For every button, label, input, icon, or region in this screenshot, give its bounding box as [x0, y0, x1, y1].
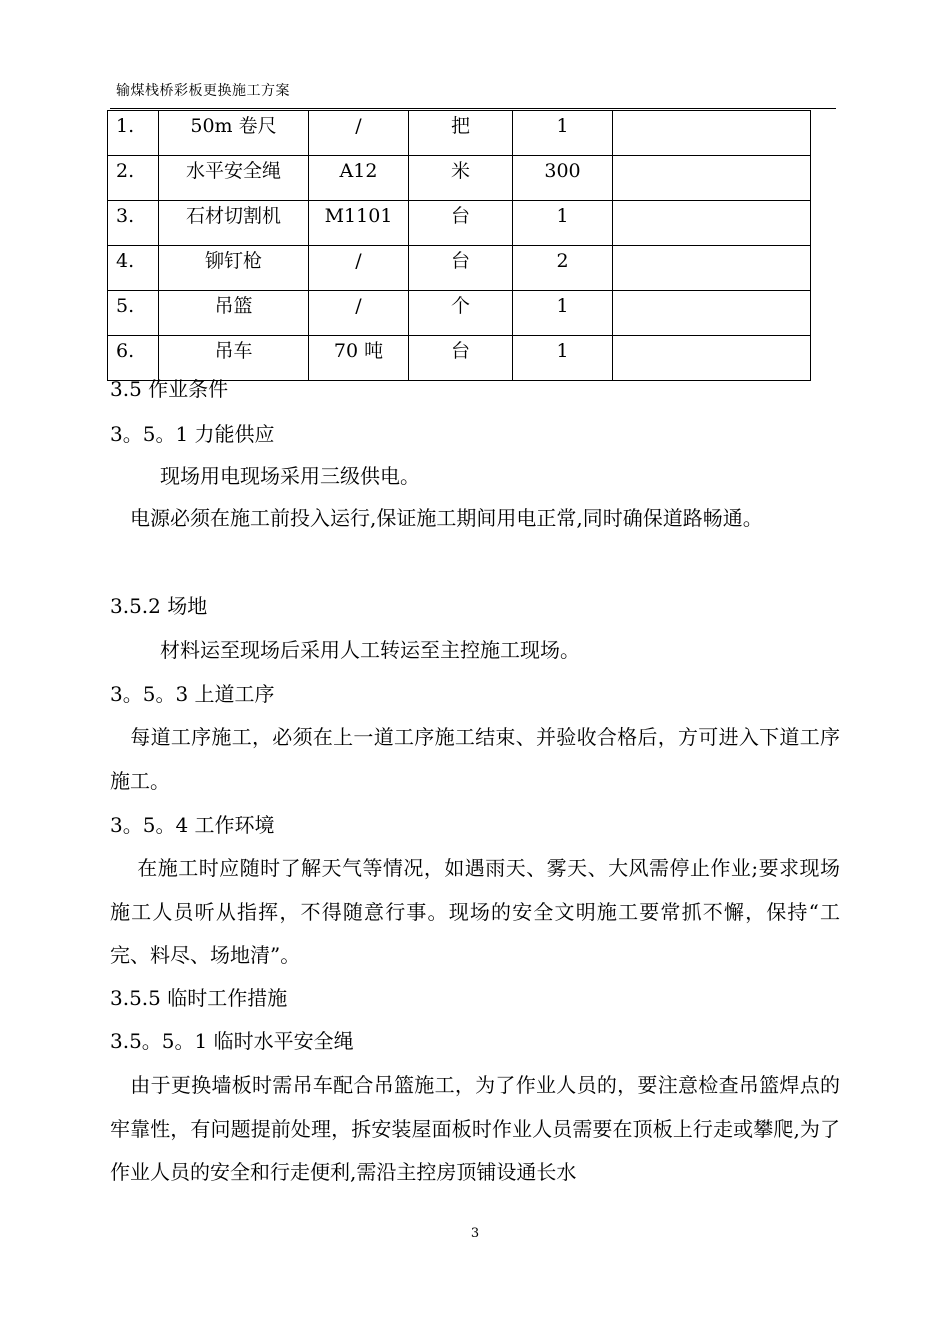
- section-heading-3-5-1: 3。5。1 力能供应: [110, 422, 275, 446]
- cell-number: 5.: [108, 291, 159, 336]
- cell-unit: 把: [409, 111, 513, 156]
- cell-remark: [613, 291, 811, 336]
- paragraph-safety-rope: 由于更换墙板时需吊车配合吊篮施工，为了作业人员的，要注意检查吊篮焊点的牢靠性，有问题提前处理，拆安装屋面板时作业人员需要在顶板上行走或攀爬,为了作业人员的安全和行走便利,需沿主控房顶铺设通长水: [110, 1073, 840, 1184]
- cell-model: 70 吨: [309, 336, 409, 381]
- cell-equipment-name: 50m 卷尺: [159, 111, 309, 156]
- page-number: 3: [470, 1226, 480, 1241]
- cell-equipment-name: 石材切割机: [159, 201, 309, 246]
- cell-model: M1101: [309, 201, 409, 246]
- paragraph-previous-process: 每道工序施工，必须在上一道工序施工结束、并验收合格后，方可进入下道工序施工。: [110, 725, 840, 793]
- equipment-table: [107, 110, 811, 381]
- cell-unit: 个: [409, 291, 513, 336]
- table-row: [108, 246, 811, 291]
- cell-unit: 台: [409, 336, 513, 381]
- cell-model: /: [309, 111, 409, 156]
- cell-equipment-name: 铆钉枪: [159, 246, 309, 291]
- table-row: [108, 291, 811, 336]
- cell-equipment-name: 吊篮: [159, 291, 309, 336]
- cell-remark: [613, 111, 811, 156]
- table-row: [108, 111, 811, 156]
- section-heading-3-5-5-1: 3.5。5。1 临时水平安全绳: [110, 1029, 354, 1053]
- cell-quantity: 1: [513, 291, 613, 336]
- cell-quantity: 1: [513, 111, 613, 156]
- table-row: [108, 156, 811, 201]
- cell-quantity: 2: [513, 246, 613, 291]
- section-heading-3-5-2: 3.5.2 场地: [110, 594, 208, 618]
- equipment-table-body: [108, 111, 811, 381]
- cell-number: 1.: [108, 111, 159, 156]
- cell-remark: [613, 201, 811, 246]
- cell-number: 4.: [108, 246, 159, 291]
- section-heading-3-5-4: 3。5。4 工作环境: [110, 813, 275, 837]
- paragraph-power-supply-1: 现场用电现场采用三级供电。: [160, 464, 420, 488]
- table-row: [108, 201, 811, 246]
- cell-unit: 台: [409, 201, 513, 246]
- cell-equipment-name: 吊车: [159, 336, 309, 381]
- cell-model: /: [309, 246, 409, 291]
- cell-quantity: 1: [513, 336, 613, 381]
- section-heading-3-5: 3.5 作业条件: [110, 377, 229, 401]
- cell-quantity: 300: [513, 156, 613, 201]
- cell-equipment-name: 水平安全绳: [159, 156, 309, 201]
- cell-remark: [613, 156, 811, 201]
- cell-number: 2.: [108, 156, 159, 201]
- cell-number: 6.: [108, 336, 159, 381]
- paragraph-site: 材料运至现场后采用人工转运至主控施工现场。: [160, 638, 580, 662]
- document-header-title: 输煤栈桥彩板更换施工方案: [116, 83, 290, 99]
- cell-unit: 米: [409, 156, 513, 201]
- section-heading-3-5-3: 3。5。3 上道工序: [110, 682, 275, 706]
- cell-quantity: 1: [513, 201, 613, 246]
- cell-unit: 台: [409, 246, 513, 291]
- cell-number: 3.: [108, 201, 159, 246]
- cell-model: /: [309, 291, 409, 336]
- paragraph-work-environment: 在施工时应随时了解天气等情况，如遇雨天、雾天、大风需停止作业;要求现场施工人员听从指挥，不得随意行事。现场的安全文明施工要常抓不懈，保持“工完、料尽、场地清”。: [110, 856, 840, 967]
- paragraph-power-supply-2: 电源必须在施工前投入运行,保证施工期间用电正常,同时确保道路畅通。: [110, 506, 763, 530]
- cell-model: A12: [309, 156, 409, 201]
- cell-remark: [613, 336, 811, 381]
- section-heading-3-5-5: 3.5.5 临时工作措施: [110, 986, 288, 1010]
- cell-remark: [613, 246, 811, 291]
- header-divider: [110, 108, 836, 109]
